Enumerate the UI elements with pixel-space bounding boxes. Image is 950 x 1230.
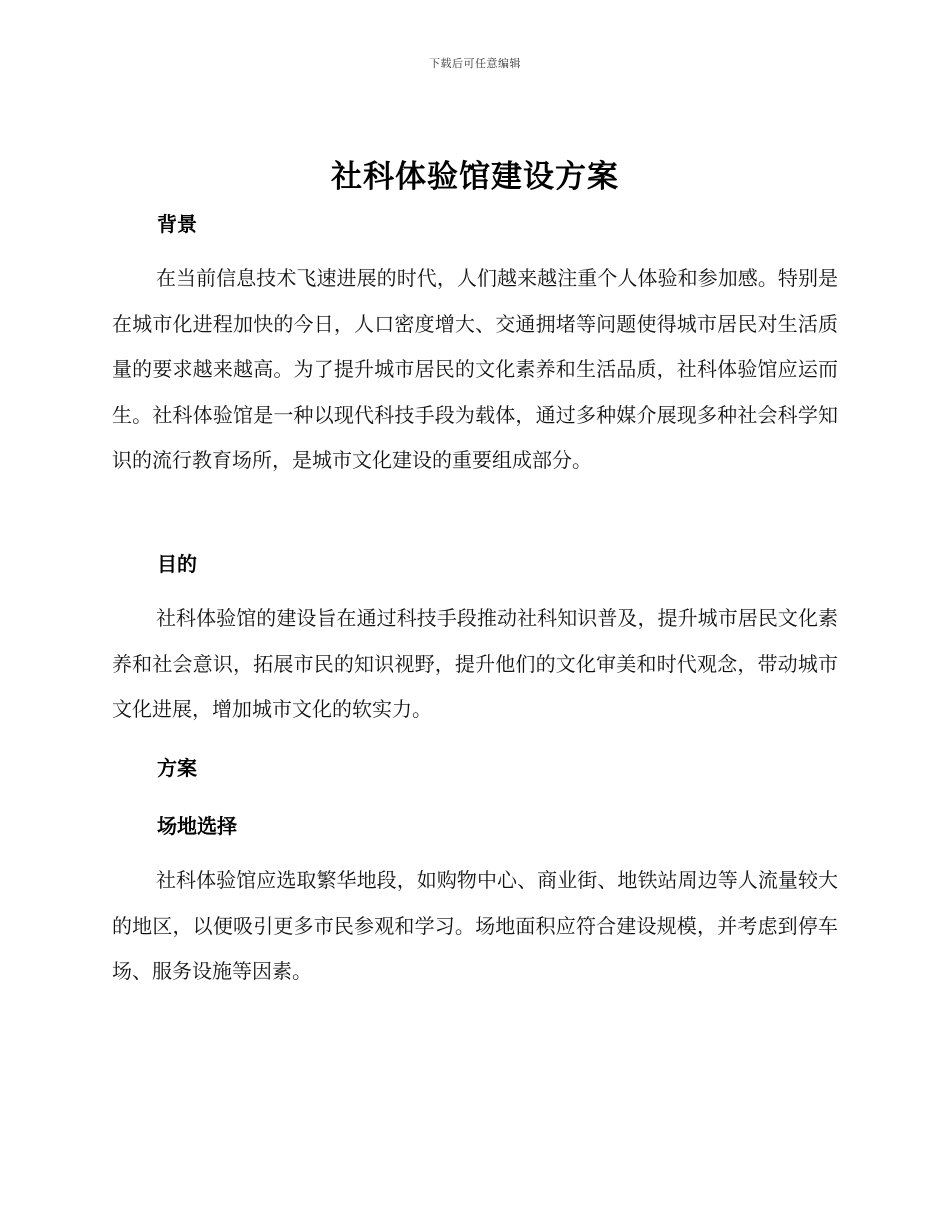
section-heading-background: 背景 [157,212,197,236]
section-heading-purpose: 目的 [157,552,197,576]
section-heading-site-selection: 场地选择 [157,814,237,838]
paragraph-site-selection: 社科体验馆应选取繁华地段，如购物中心、商业街、地铁站周边等人流量较大的地区，以便吸引更多市民参观和学习。场地面积应符合建设规模，并考虑到停车场、服务设施等因素。 [112,868,838,983]
paragraph-background: 在当前信息技术飞速进展的时代，人们越来越注重个人体验和参加感。特别是在城市化进程加快的今日，人口密度增大、交通拥堵等问题使得城市居民对生活质量的要求越来越高。为了提升城市居民的文化素养和生活品质，社科体验馆应运而生。社科体验馆是一种以现代科技手段为载体，通过多种媒介展现多种社会科学知识的流行教育场所，是城市文化建设的重要组成部分。 [112,266,838,472]
section-heading-plan: 方案 [157,756,197,780]
header-note: 下载后可任意编辑 [429,57,521,70]
paragraph-purpose: 社科体验馆的建设旨在通过科技手段推动社科知识普及，提升城市居民文化素养和社会意识，拓展市民的知识视野，提升他们的文化审美和时代观念，带动城市文化进展，增加城市文化的软实力。 [112,606,838,721]
document-title: 社科体验馆建设方案 [331,159,619,195]
